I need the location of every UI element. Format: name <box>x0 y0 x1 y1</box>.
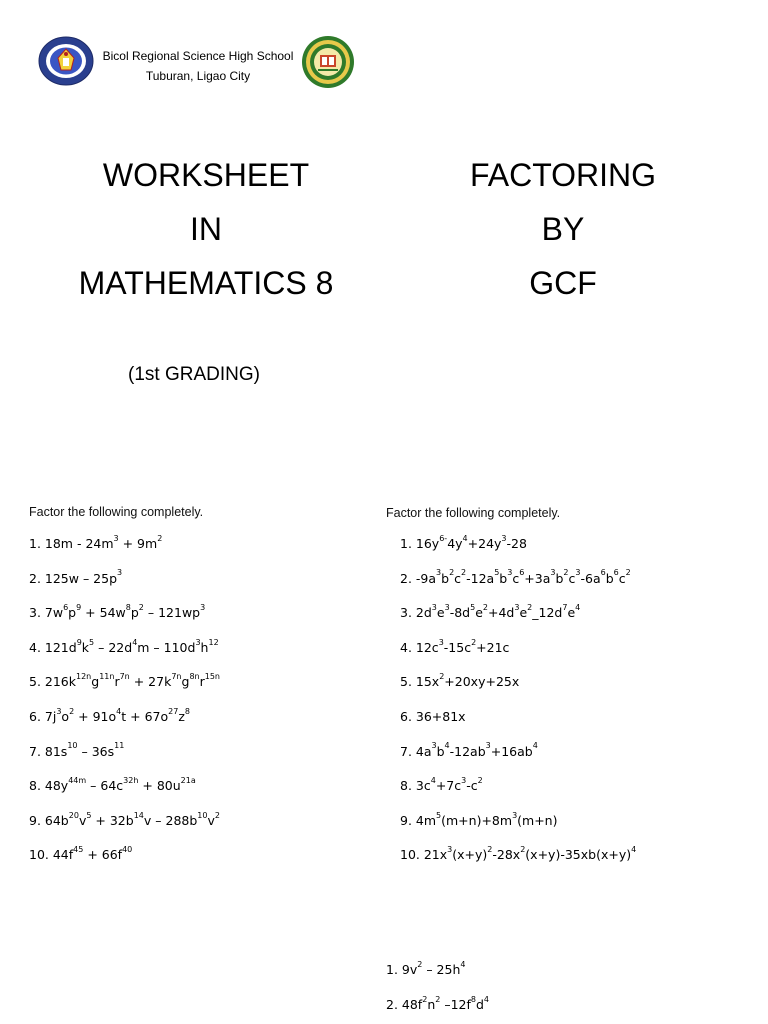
right-instruction: Factor the following completely. <box>386 506 561 520</box>
problem-item: 7. $4a^3b^4-12ab^3+16ab^4$ <box>400 741 538 759</box>
problem-item: 7. $81s^{10} - 36s^{11}$ <box>29 741 125 759</box>
problem-item: 10. $44f^{45} + 66f^{40}$ <box>29 845 133 863</box>
worksheet-title <box>60 148 352 310</box>
title-line: MATHEMATICS 8 <box>78 265 334 301</box>
problem-item: 8. $3c^4+7c^3-c^2$ <box>400 776 483 794</box>
problem-item: 4. $12c^3-15c^2+21c$ <box>400 637 510 655</box>
school-name: Bicol Regional Science High School <box>102 49 294 63</box>
problem-item: 9. $64b^{20}v^5 + 32b^{14}v - 288b^{10}v^2$ <box>29 810 220 828</box>
problem-item: 1. $18m - 24m^3 + 9m^2$ <box>29 533 163 551</box>
problem-item: 6. 36+81x <box>400 709 466 724</box>
problem-item: 1. $16y^{6-}4y^4+24y^3-28$ <box>400 533 527 551</box>
problem-item: 10. $21x^3(x+y)^2-28x^2(x+y)-35xb(x+y)^4$ <box>400 845 637 863</box>
problem-item: 6. $7j^3o^2 + 91o^4t + 67o^{27}z^8$ <box>29 706 190 724</box>
problem-item: 3. $2d^3e^3-8d^5e^2+4d^3e^2\_12d^7e^4$ <box>400 603 581 621</box>
problem-item: 2. $48f^2n^2$ $-12f^8d^4$ <box>386 994 489 1012</box>
left-instruction: Factor the following completely. <box>29 505 204 519</box>
problem-item: 8. $48y^{44m} - 64c^{32h} + 80u^{21a}$ <box>29 776 196 794</box>
school-seal-logo <box>301 35 355 89</box>
problem-item: 2. $125w - 25p^3$ <box>29 568 123 586</box>
title-line: FACTORING <box>469 157 657 193</box>
school-address: Tuburan, Ligao City <box>145 69 251 83</box>
problem-item: 9. $4m^5(m+n)+8m^3(m+n)$ <box>400 810 558 828</box>
problem-item: 4. $121d^9k^5 - 22d^4m - 110d^3h^{12}$ <box>29 637 219 655</box>
problem-item: 5. $15x^2+20xy+25x$ <box>400 672 520 690</box>
title-line: IN <box>190 211 222 247</box>
problem-item: 5. $216k^{12n}g^{11n}r^{7n} + 27k^{7n}g^{8n}r^{15n}$ <box>29 672 220 690</box>
title-line: BY <box>541 211 585 247</box>
grading-label: (1st GRADING) <box>128 364 260 385</box>
deped-seal-logo <box>38 36 94 86</box>
topic-title <box>452 148 674 310</box>
problem-item: 2. $-9a^3b^2c^2-12a^5b^3c^6+3a^3b^2c^3-6a^6b^6c^2$ <box>400 568 631 586</box>
title-line: GCF <box>529 265 597 301</box>
problem-item: 1. $9v^2 - 25h^4$ <box>386 959 466 977</box>
problem-item: 3. $7w^6p^9 + 54w^8p^2 - 121wp^3$ <box>29 603 206 621</box>
title-line: WORKSHEET <box>102 157 310 193</box>
